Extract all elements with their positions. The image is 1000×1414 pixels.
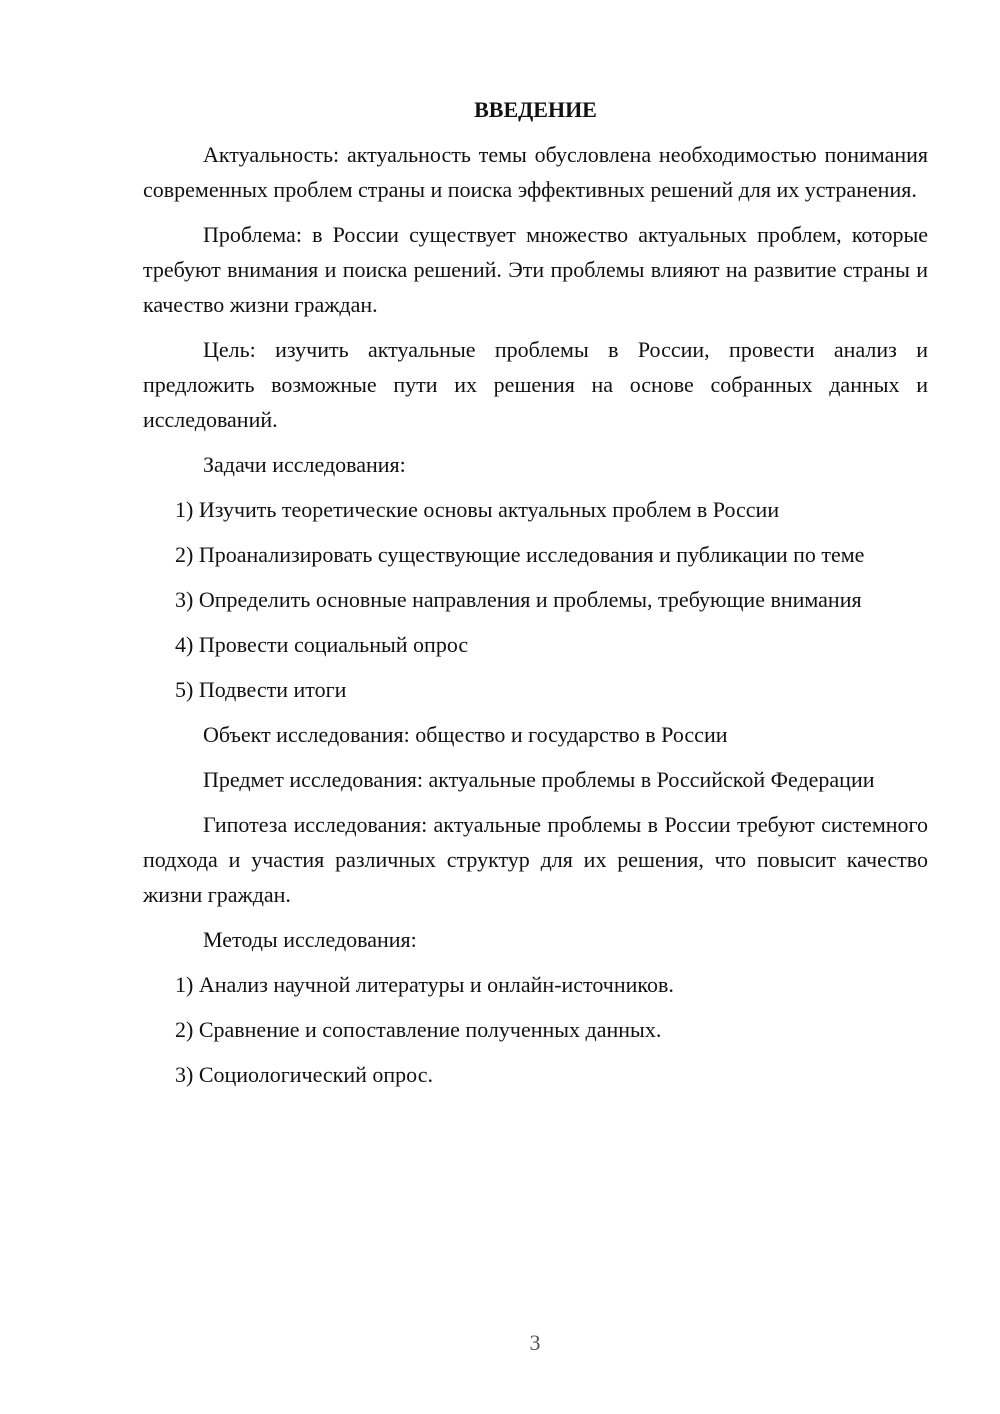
- task-item: 5) Подвести итоги: [175, 677, 347, 702]
- goal-paragraph: Цель: изучить актуальные проблемы в России, провести анализ и предложить возможные пути их решения на основе собранных данных и исследований.: [143, 337, 928, 432]
- task-item: 1) Изучить теоретические основы актуальных проблем в России: [175, 497, 780, 522]
- methods-heading: Методы исследования:: [203, 927, 417, 952]
- method-item: 1) Анализ научной литературы и онлайн-источников.: [175, 972, 674, 997]
- hypothesis-paragraph: Гипотеза исследования: актуальные проблемы в России требуют системного подхода и участия различных структур для их решения, что повысит качество жизни граждан.: [143, 812, 928, 907]
- tasks-heading: Задачи исследования:: [203, 452, 406, 477]
- method-item: 2) Сравнение и сопоставление полученных данных.: [175, 1017, 662, 1042]
- page-number: 3: [529, 1330, 541, 1355]
- method-item: 3) Социологический опрос.: [175, 1062, 433, 1087]
- problem-paragraph: Проблема: в России существует множество актуальных проблем, которые требуют внимания и поиска решений. Эти проблемы влияют на развитие страны и качество жизни граждан.: [143, 222, 928, 317]
- relevance-paragraph: Актуальность: актуальность темы обусловлена необходимостью понимания современных проблем страны и поиска эффективных решений для их устранения.: [143, 142, 928, 202]
- task-item: 2) Проанализировать существующие исследования и публикации по теме: [175, 542, 865, 567]
- subject-paragraph: Предмет исследования: актуальные проблемы в Российской Федерации: [203, 767, 875, 792]
- object-paragraph: Объект исследования: общество и государство в России: [203, 722, 728, 747]
- page-content: [143, 92, 928, 1102]
- task-item: 3) Определить основные направления и проблемы, требующие внимания: [175, 587, 862, 612]
- task-item: 4) Провести социальный опрос: [175, 632, 469, 657]
- page-title: ВВЕДЕНИЕ: [474, 97, 597, 122]
